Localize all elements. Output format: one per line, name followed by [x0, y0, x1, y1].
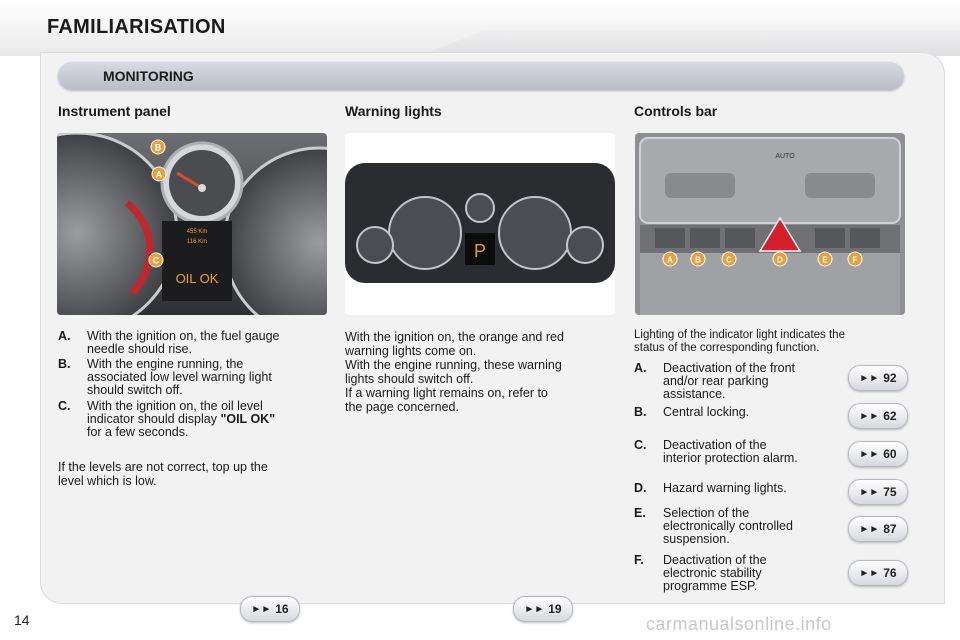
page-ref-76-link[interactable]: ►► 76 — [848, 560, 908, 586]
page-ref-60-link[interactable]: ►► 60 — [848, 441, 908, 467]
instrument-note: If the levels are not correct, top up the level which is low. — [58, 460, 268, 488]
watermark: carmanualsonline.info — [646, 614, 832, 634]
page-number: 14 — [14, 612, 30, 628]
oil-ok-display-text: OIL OK — [175, 271, 219, 286]
ctrl-label-b: B — [695, 255, 701, 265]
controls-intro: Lighting of the indicator light indicates the status of the corresponding function. — [634, 329, 845, 354]
section-title: MONITORING — [103, 68, 194, 84]
ctrl-label-a: A — [667, 255, 673, 265]
warning-lights-photo — [345, 133, 615, 315]
fast-forward-arrow-icon: ►► — [859, 486, 880, 498]
controls-bar-heading: Controls bar — [634, 103, 718, 119]
page-ref-75-link[interactable]: ►► 75 — [848, 479, 908, 505]
page-title: FAMILIARISATION — [47, 16, 226, 38]
warning-lights-heading: Warning lights — [345, 103, 442, 119]
fast-forward-arrow-icon: ►► — [859, 410, 880, 422]
fast-forward-arrow-icon: ►► — [524, 603, 545, 615]
page-ref-16-link[interactable]: ►► 16 — [240, 596, 300, 622]
warning-paragraph-1: With the ignition on, the orange and red warning lights come on. — [345, 330, 564, 358]
fast-forward-arrow-icon: ►► — [859, 372, 880, 384]
warning-paragraph-3: If a warning light remains on, refer to the page concerned. — [345, 386, 548, 414]
fast-forward-arrow-icon: ►► — [251, 603, 272, 615]
instrument-panel-photo — [57, 133, 327, 315]
page-ref-62-link[interactable]: ►► 62 — [848, 403, 908, 429]
ctrl-label-e: E — [822, 255, 828, 265]
svg-text:P: P — [473, 241, 487, 261]
auto-text: AUTO — [775, 153, 795, 160]
instrument-panel-heading: Instrument panel — [58, 103, 171, 119]
fast-forward-arrow-icon: ►► — [859, 567, 880, 579]
page-ref-92-link[interactable]: ►► 92 — [848, 365, 908, 391]
photo-label-c: C — [152, 255, 160, 266]
odometer-range-text: 116 Km — [186, 239, 208, 245]
ctrl-label-d: D — [777, 255, 783, 265]
photo-label-b: B — [154, 142, 162, 153]
page-ref-87-link[interactable]: ►► 87 — [848, 516, 908, 542]
odometer-trip-text: 455 Km — [186, 229, 208, 235]
page-ref-19-link[interactable]: ►► 19 — [513, 596, 573, 622]
warning-paragraph-2: With the engine running, these warning lights should switch off. — [345, 358, 562, 386]
controls-bar-photo — [635, 133, 905, 315]
ctrl-label-f: F — [852, 255, 858, 265]
ctrl-label-c: C — [726, 255, 732, 265]
photo-label-a: A — [155, 169, 163, 180]
fast-forward-arrow-icon: ►► — [859, 448, 880, 460]
fast-forward-arrow-icon: ►► — [859, 523, 880, 535]
